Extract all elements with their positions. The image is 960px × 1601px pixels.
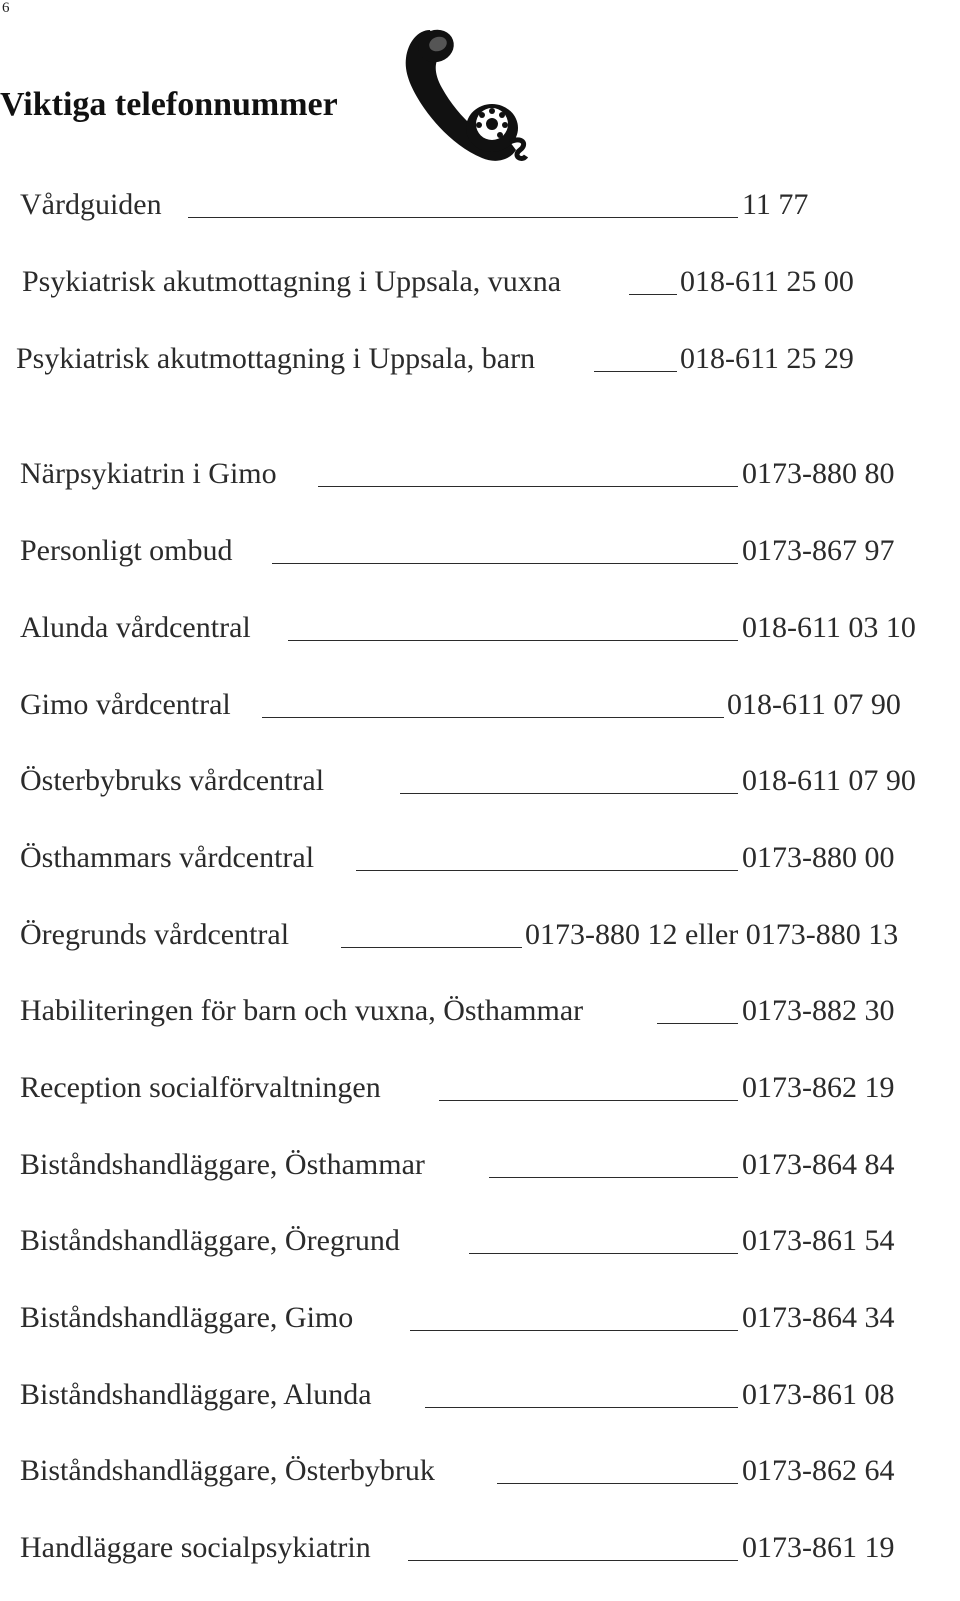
entry-name: Biståndshandläggare, Alunda <box>20 1378 372 1411</box>
entry-name: Biståndshandläggare, Öregrund <box>20 1224 400 1257</box>
entry-leader-line <box>288 640 738 641</box>
entry-name: Österbybruks vårdcentral <box>20 764 325 797</box>
entry-leader-line <box>410 1330 738 1331</box>
entry-name: Alunda vårdcentral <box>20 611 251 644</box>
entry-name: Reception socialförvaltningen <box>20 1071 381 1104</box>
entry-name: Östhammars vårdcentral <box>20 841 315 874</box>
entry-name: Gimo vårdcentral <box>20 688 231 721</box>
entry-leader-line <box>657 1023 738 1024</box>
entry-phone-number: 0173-861 08 <box>742 1378 895 1411</box>
entry-phone-number: 0173-880 80 <box>742 457 895 490</box>
entry-phone-number: 018-611 25 29 <box>680 342 854 375</box>
entry-phone-number: 0173-862 19 <box>742 1071 895 1104</box>
entry-phone-number: 018-611 07 90 <box>742 764 916 797</box>
entry-phone-number: 018-611 03 10 <box>742 611 916 644</box>
entry-name: Psykiatrisk akutmottagning i Uppsala, vuxna <box>22 265 562 298</box>
entry-name: Biståndshandläggare, Östhammar <box>20 1148 425 1181</box>
entry-name: Personligt ombud <box>20 534 233 567</box>
entry-phone-number: 0173-861 19 <box>742 1531 895 1564</box>
entry-leader-line <box>272 563 738 564</box>
entry-phone-number: 11 77 <box>742 188 809 221</box>
entry-leader-line <box>489 1177 738 1178</box>
entry-leader-line <box>188 217 738 218</box>
entry-name: Biståndshandläggare, Gimo <box>20 1301 354 1334</box>
entry-leader-line <box>318 486 738 487</box>
entry-name: Närpsykiatrin i Gimo <box>20 457 277 490</box>
entry-leader-line <box>400 793 738 794</box>
entry-phone-number: 018-611 25 00 <box>680 265 854 298</box>
entry-leader-line <box>497 1483 738 1484</box>
entry-phone-number: 0173-861 54 <box>742 1224 895 1257</box>
entry-phone-number: 0173-880 12 eller 0173-880 13 <box>525 918 899 951</box>
entry-phone-number: 0173-862 64 <box>742 1454 895 1487</box>
entry-phone-number: 0173-864 84 <box>742 1148 895 1181</box>
entry-phone-number: 0173-864 34 <box>742 1301 895 1334</box>
page-number: 6 <box>2 0 10 16</box>
telephone-handset-icon <box>400 24 530 164</box>
entry-leader-line <box>262 717 724 718</box>
entry-name: Habiliteringen för barn och vuxna, Östhammar <box>20 994 584 1027</box>
entry-name: Öregrunds vårdcentral <box>20 918 290 951</box>
entry-leader-line <box>439 1100 738 1101</box>
entry-name: Handläggare socialpsykiatrin <box>20 1531 371 1564</box>
entry-leader-line <box>594 371 677 372</box>
entry-phone-number: 018-611 07 90 <box>727 688 901 721</box>
entry-leader-line <box>629 294 677 295</box>
entry-name: Biståndshandläggare, Österbybruk <box>20 1454 435 1487</box>
entry-leader-line <box>469 1253 738 1254</box>
entry-name: Vårdguiden <box>20 188 162 221</box>
entry-phone-number: 0173-880 00 <box>742 841 895 874</box>
entry-leader-line <box>425 1407 738 1408</box>
entry-phone-number: 0173-882 30 <box>742 994 895 1027</box>
entry-leader-line <box>408 1560 738 1561</box>
entry-leader-line <box>341 947 522 948</box>
entry-name: Psykiatrisk akutmottagning i Uppsala, barn <box>16 342 536 375</box>
entry-phone-number: 0173-867 97 <box>742 534 895 567</box>
entry-leader-line <box>356 870 738 871</box>
page-title: Viktiga telefonnummer <box>0 86 338 123</box>
